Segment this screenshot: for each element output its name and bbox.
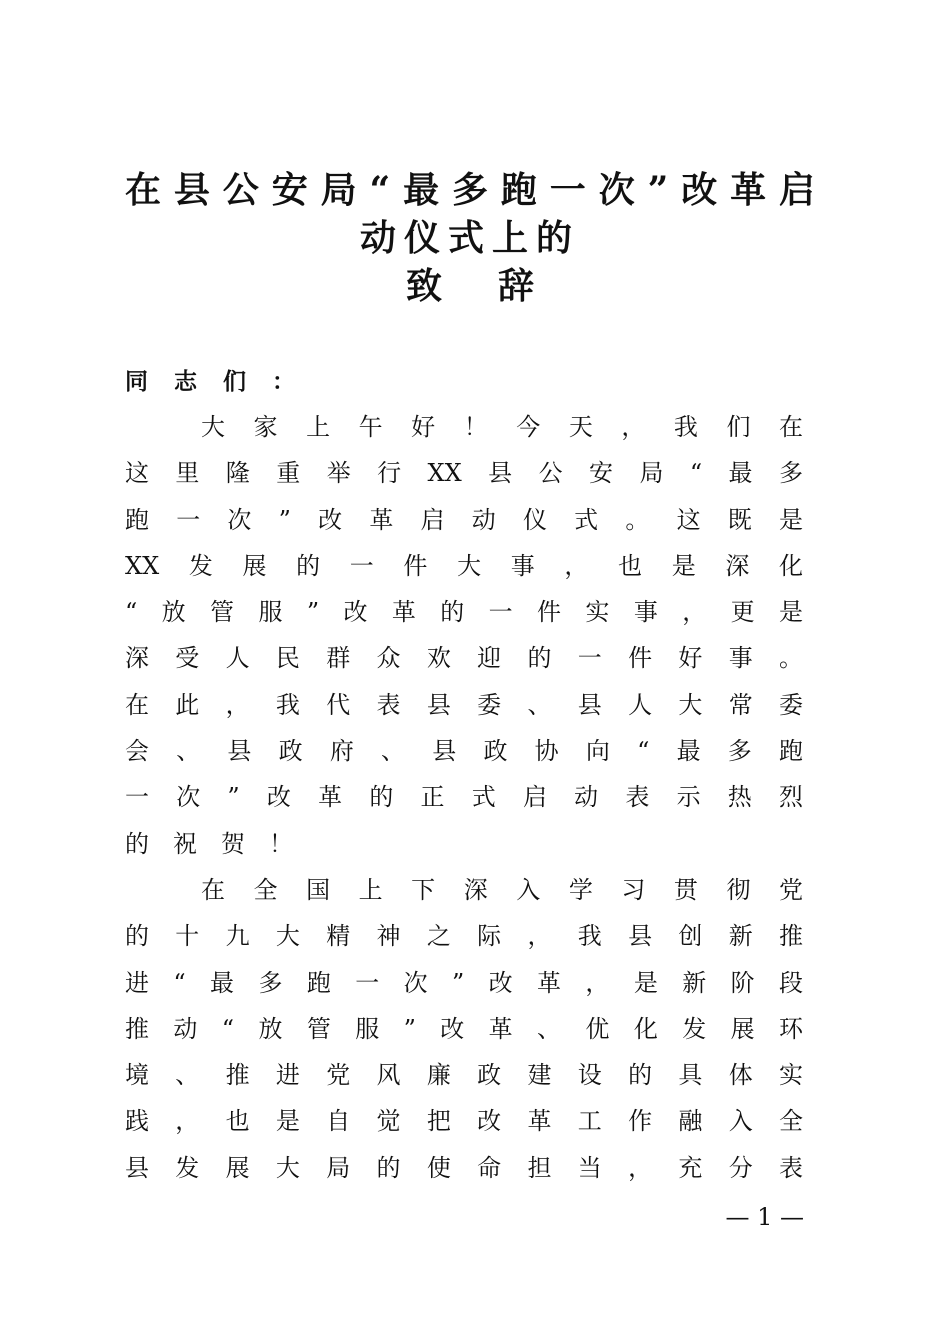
- body-line: 跑一次”改革启动仪式。这既是: [125, 505, 803, 534]
- salutation: 同志们：: [125, 368, 295, 395]
- body-line: 在全国上下深入学习贯彻党: [201, 875, 803, 904]
- body-line: 的祝贺！: [125, 829, 317, 858]
- body-line: 进“最多跑一次”改革，是新阶段: [125, 968, 803, 997]
- body-line: 大家上午好！今天，我们在: [201, 413, 803, 441]
- body-line: 会、县政府、县政协向“最多跑: [125, 737, 803, 766]
- body-line: 在此，我代表县委、县人大常委: [125, 690, 803, 719]
- body-line: XX发展的一件大事，也是深化: [125, 551, 803, 580]
- body-line: 这里隆重举行XX县公安局“最多: [125, 459, 803, 488]
- page-number: — 1 —: [725, 1203, 804, 1231]
- title-line-2: 动仪式上的: [359, 217, 580, 259]
- body-line: 深受人民群众欢迎的一件好事。: [125, 644, 803, 673]
- body-line: “放管服”改革的一件实事，更是: [125, 598, 803, 627]
- document-title: [125, 166, 815, 310]
- body-line: 践，也是自觉把改革工作融入全: [125, 1107, 803, 1136]
- body-line: 一次”改革的正式启动表示热烈: [125, 783, 803, 812]
- body-line: 县发展大局的使命担当，充分表: [125, 1153, 803, 1182]
- body-text: [125, 404, 803, 1191]
- body-line: 推动“放管服”改革、优化发展环: [125, 1014, 803, 1043]
- body-line: 境、推进党风廉政建设的具体实: [125, 1061, 803, 1090]
- title-line-1: 在县公安局“最多跑一次”改革启: [125, 169, 815, 211]
- body-line: 的十九大精神之际，我县创新推: [125, 922, 803, 951]
- title-line-3: 致辞: [405, 265, 590, 307]
